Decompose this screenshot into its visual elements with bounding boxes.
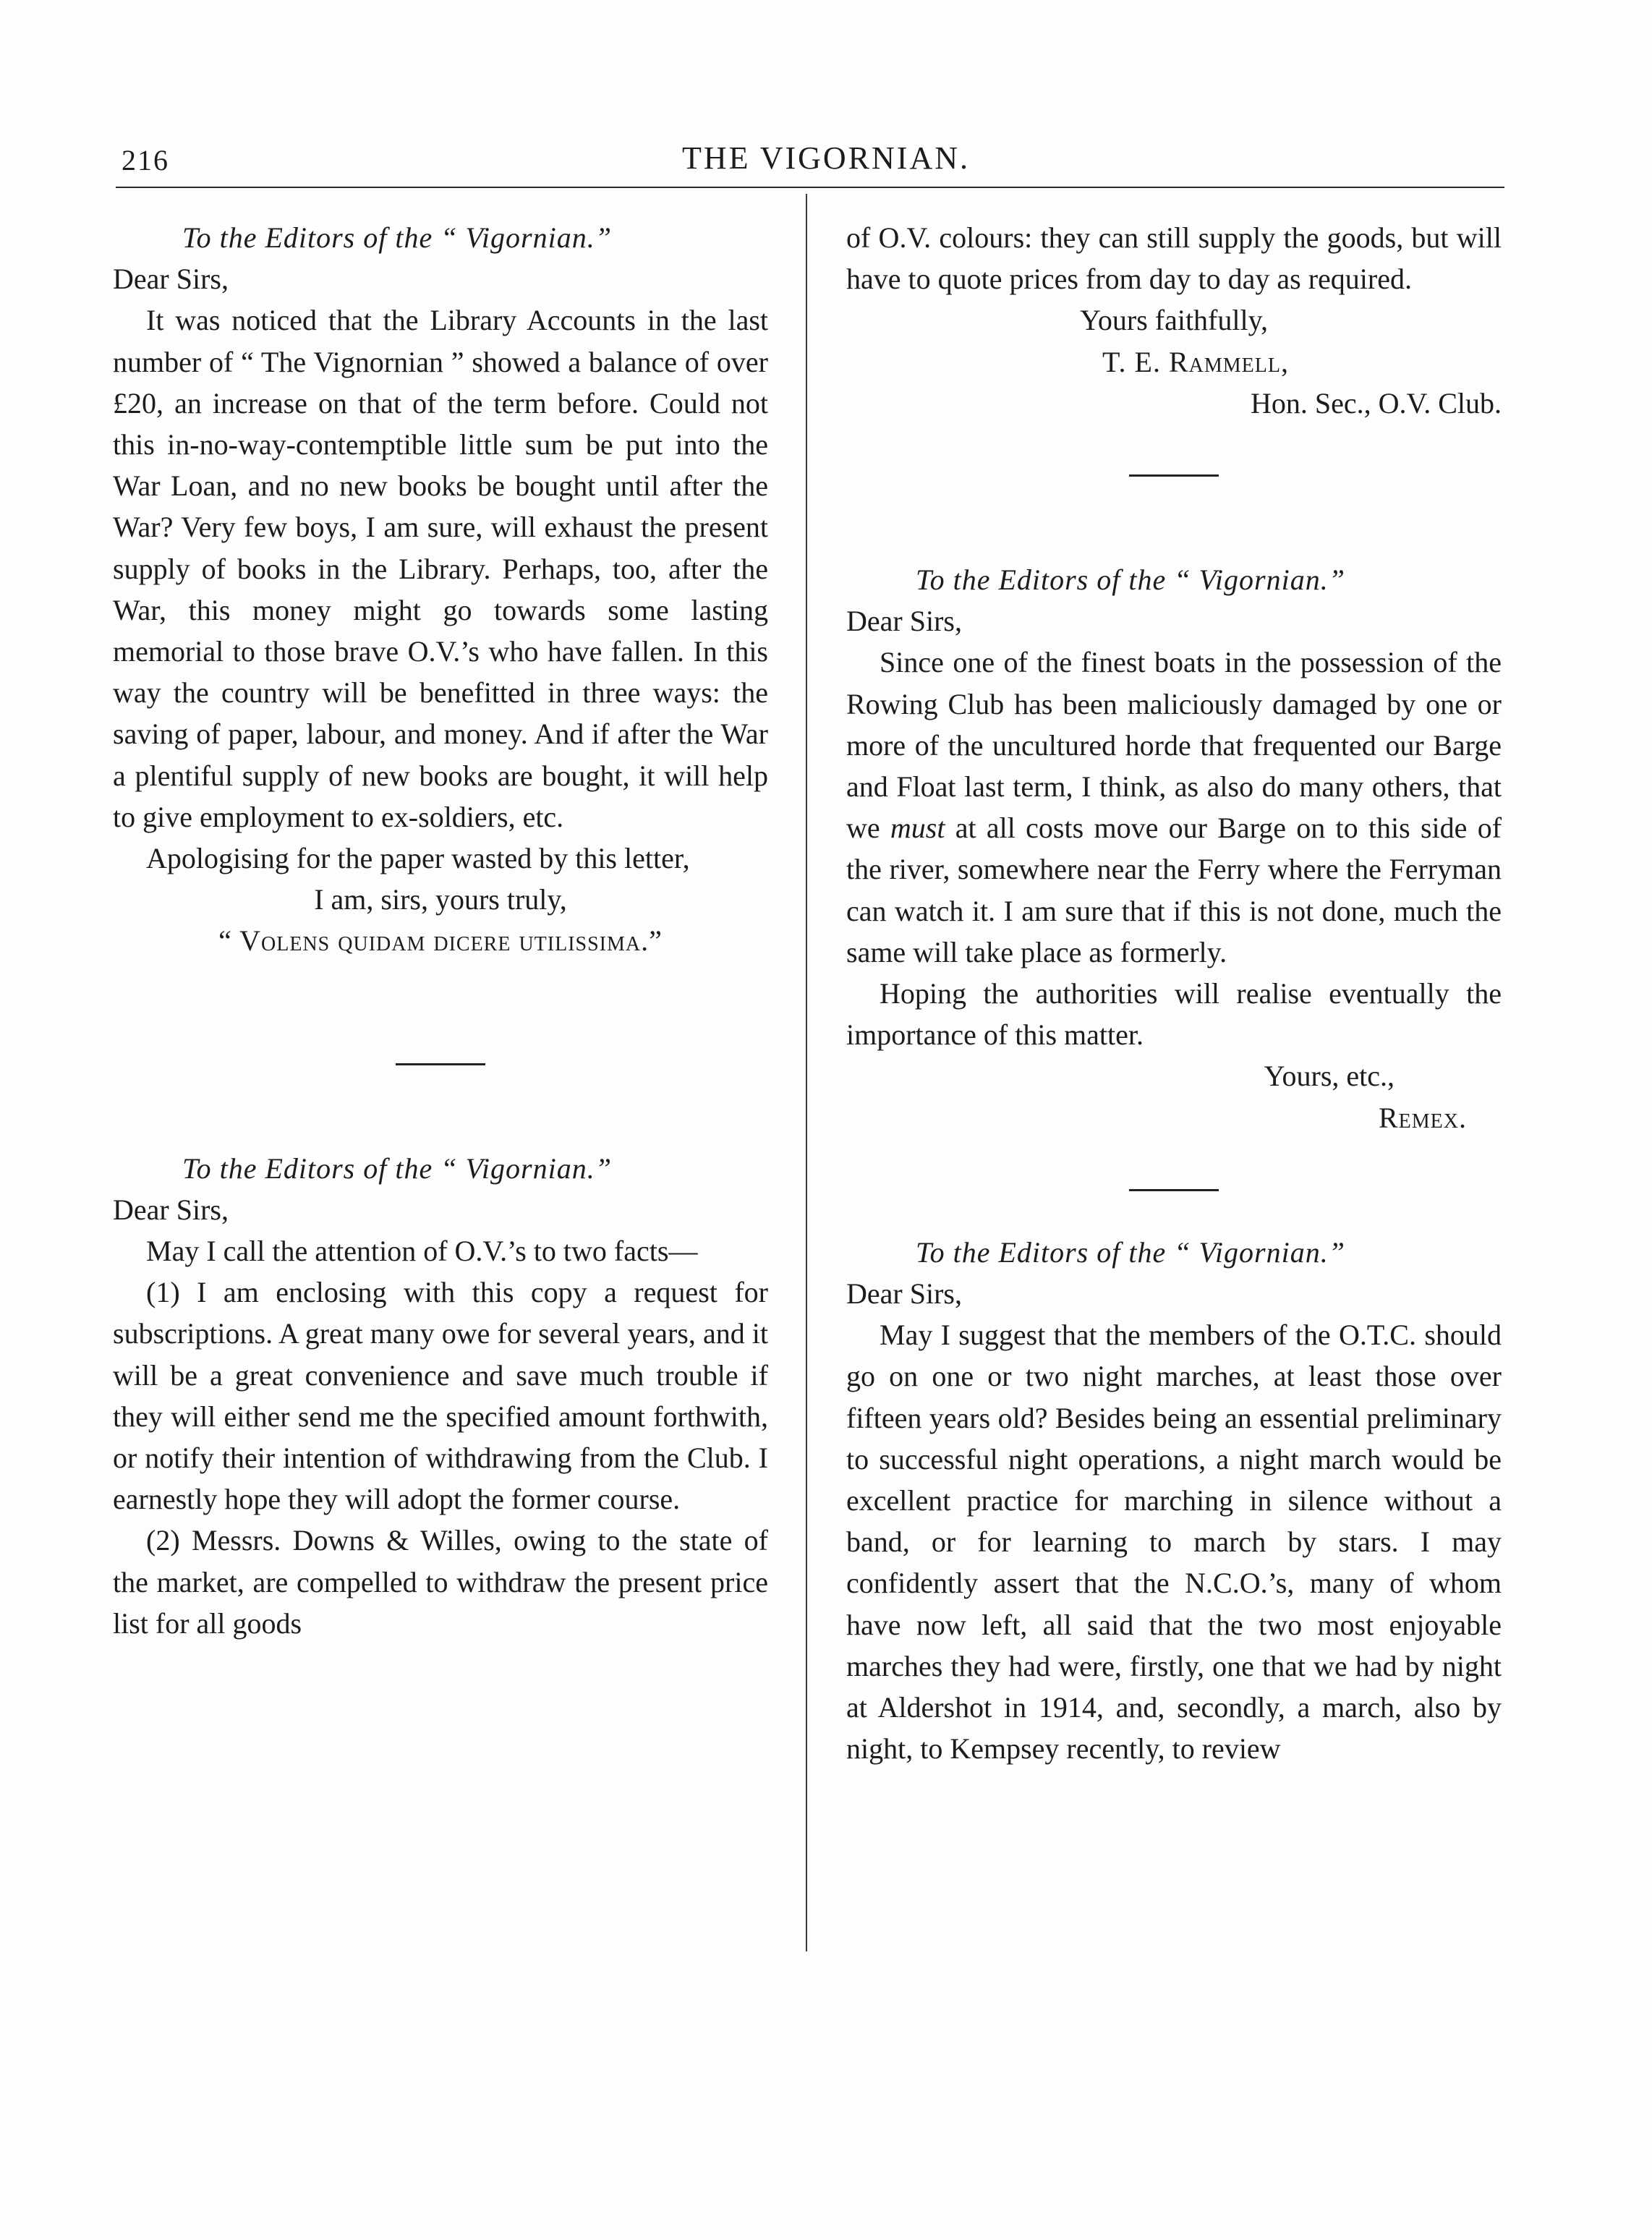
letter-night-marches xyxy=(846,1232,1502,1770)
letter-body-end: at all costs move our Barge on to this side of the river, somewhere near the Ferry where the Ferryman can watch it. I am sure that if this is not done, much the same will take place as formerly. xyxy=(846,812,1502,968)
letter-subscriptions xyxy=(113,1148,768,1644)
letter-signature-title: Hon. Sec., O.V. Club. xyxy=(1250,386,1502,420)
running-title: THE VIGORNIAN. xyxy=(681,140,971,176)
left-column xyxy=(113,217,768,1644)
column-divider xyxy=(806,194,807,1951)
header-rule xyxy=(116,187,1504,188)
letter-body: It was noticed that the Library Accounts in the last number of “ The Vignornian ” showed a balance of over £20, an increase on that of the term before. Could not this in-no-way-contemptible little sum be put into the War Loan, and no new books be bought until after the War? Very few boys, I am sure, will exhaust the present supply of books in the Library. Perhaps, too, after the War, this money might go towards some lasting memorial to those brave O.V.’s who have fallen. In this way the country will be benefitted in three ways: the saving of paper, labour, and money. And if after the War a plentiful supply of new books are bought, it will help to give employment to ex-soldiers, etc. xyxy=(113,304,768,833)
letter-address: To the Editors of the “ Vigornian.” xyxy=(916,1235,1345,1269)
letter-valediction: Yours faithfully, xyxy=(1079,304,1269,337)
letter-closing: Hoping the authorities will realise eventually the importance of this matter. xyxy=(846,977,1502,1052)
letter-valediction: I am, sirs, yours truly, xyxy=(314,883,567,916)
letter-greeting: Dear Sirs, xyxy=(846,605,962,638)
letter-signature-name: T. E. Rammell, xyxy=(1102,345,1289,378)
section-rule xyxy=(1129,1189,1219,1191)
letter-address: To the Editors of the “ Vigornian.” xyxy=(182,1151,612,1185)
letter-body-start: Since one of the finest boats in the possession of the Rowing Club has been maliciously damaged by one or more of the uncultured horde that frequented our Barge and Float last term, I think, as also do many others, that we xyxy=(846,646,1502,845)
letter-rowing-barge xyxy=(846,559,1502,1138)
page-number: 216 xyxy=(122,144,169,176)
letter-address: To the Editors of the “ Vigornian.” xyxy=(182,221,612,254)
letter-address: To the Editors of the “ Vigornian.” xyxy=(916,563,1345,597)
letter-closing: Apologising for the paper wasted by this letter, xyxy=(146,842,690,875)
letter-signature: Remex. xyxy=(1378,1101,1467,1134)
section-rule xyxy=(1129,474,1219,477)
right-column xyxy=(846,217,1502,1770)
letter-point-2: (2) Messrs. Downs & Willes, owing to the state of the market, are compelled to withdraw the present price list for all goods xyxy=(113,1524,768,1640)
letter-greeting: Dear Sirs, xyxy=(113,1193,229,1226)
letter-point-1: (1) I am enclosing with this copy a request for subscriptions. A great many owe for several years, and it will be a great convenience and save much trouble if they will either send me the specified amount forthwith, or notify their intention of withdrawing from the Club. I earnestly hope they will adopt the former course. xyxy=(113,1276,768,1516)
letter-greeting: Dear Sirs, xyxy=(846,1277,962,1311)
letter-signature: “ Volens quidam dicere utilissima.” xyxy=(218,924,663,958)
letter-valediction: Yours, etc., xyxy=(1264,1060,1395,1093)
emphasis-word: must xyxy=(890,812,945,845)
letter-continuation: of O.V. colours: they can still supply the goods, but will have to quote prices from day to day as required. xyxy=(846,221,1502,296)
section-rule xyxy=(396,1063,485,1065)
letter-subscriptions-continued xyxy=(846,217,1502,424)
letter-body: May I suggest that the members of the O.T.C. should go on one or two night marches, at least those over fifteen years old? Besides being an essential preliminary to successful night operations, a night march would be excellent practice for marching in silence without a band, or for learning to march by stars. I may confidently assert that the N.C.O.’s, many of whom have now left, all said that the two most enjoyable marches they had were, firstly, one that we had by night at Aldershot in 1914, and, secondly, a march, also by night, to Kempsey recently, to review xyxy=(846,1319,1502,1766)
letter-greeting: Dear Sirs, xyxy=(113,263,229,296)
letter-body xyxy=(846,642,1502,973)
letter-intro: May I call the attention of O.V.’s to two facts— xyxy=(146,1235,698,1268)
letter-library-accounts xyxy=(113,217,768,962)
